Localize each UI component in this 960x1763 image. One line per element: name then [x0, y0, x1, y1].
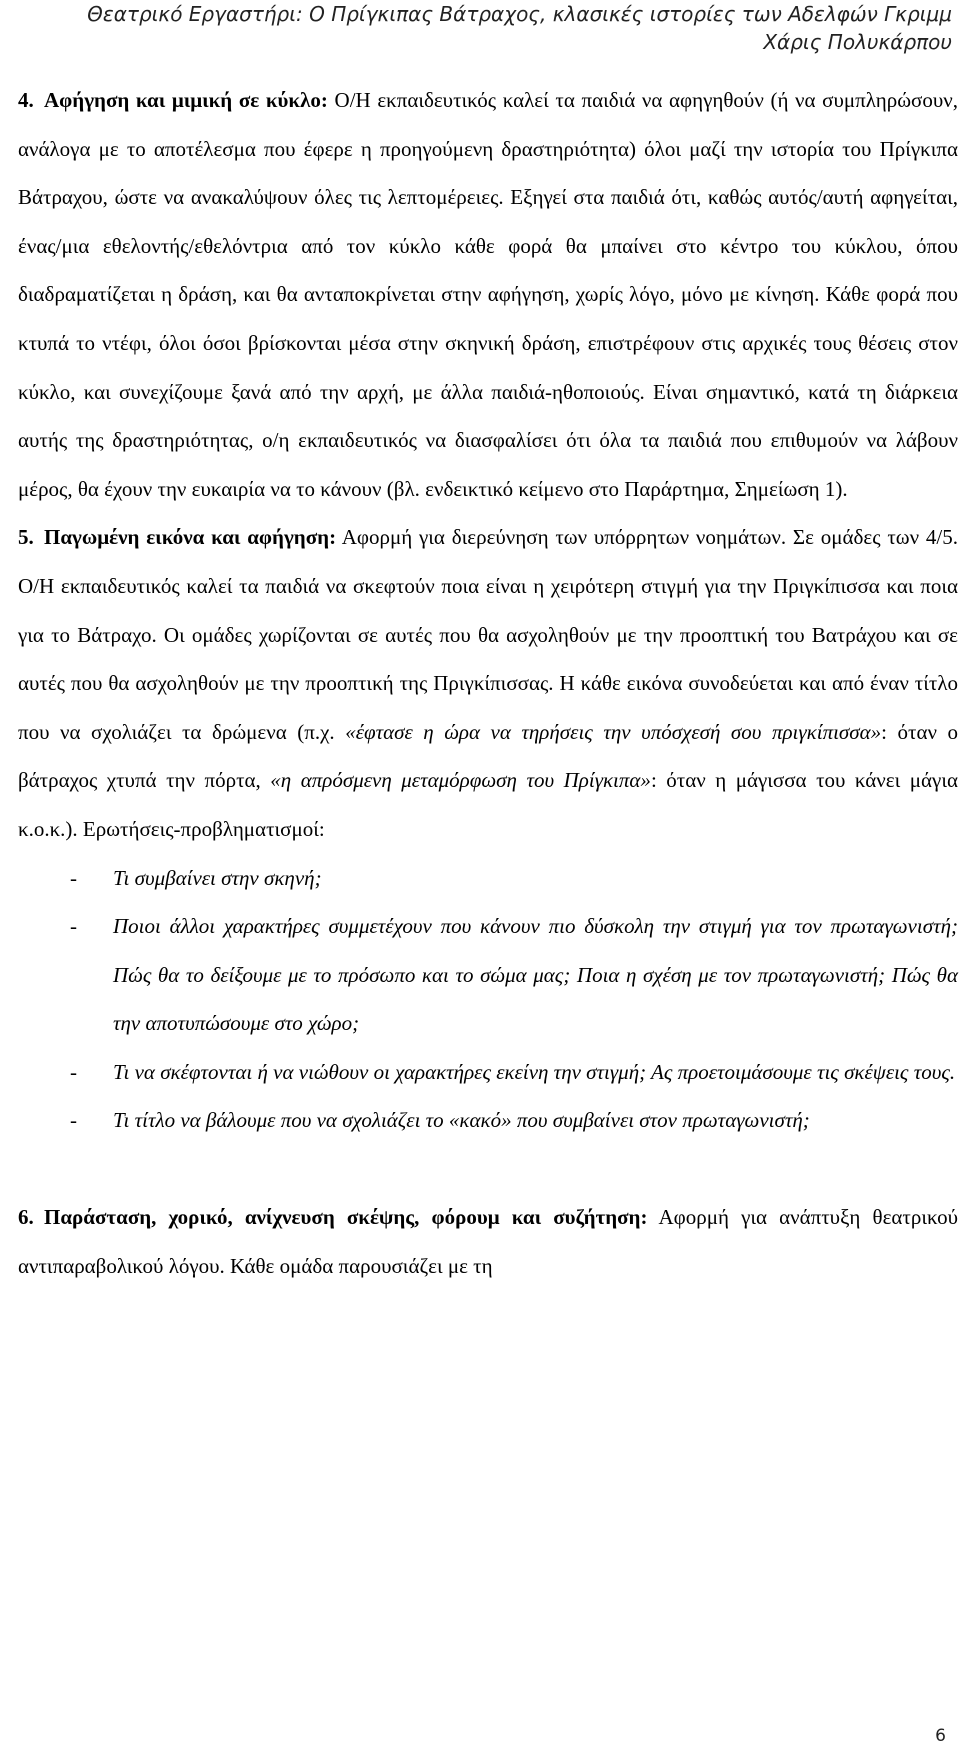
bullet-dash: -: [70, 1059, 77, 1084]
bullet-dash: -: [70, 914, 77, 939]
header-title: Θεατρικό Εργαστήρι: Ο Πρίγκιπας Βάτραχος, κλασικές ιστορίες των Αδελφών Γκριμμ: [87, 2, 952, 26]
questions-list: [18, 854, 958, 1146]
list-item: [18, 1096, 958, 1145]
bullet-dash: -: [70, 1108, 77, 1133]
section-5-quote-2: «η απρόσμενη μεταμόρφωση του Πρίγκιπα»: [270, 768, 651, 793]
section-5: [18, 513, 958, 853]
question-text: Τι συμβαίνει στην σκηνή;: [113, 865, 322, 890]
page-number: 6: [935, 1726, 946, 1746]
section-5-number: 5.: [18, 525, 34, 550]
running-header: [12, 0, 952, 56]
blank-line: [18, 1145, 958, 1193]
list-item: [18, 1048, 958, 1097]
section-5-title: Παγωμένη εικόνα και αφήγηση:: [44, 525, 337, 550]
section-6: [18, 1193, 958, 1290]
question-text: Τι να σκέφτονται ή να νιώθουν οι χαρακτήρες εκείνη την στιγμή; Ας προετοιμάσουμε τις σκέψεις τους.: [113, 1059, 956, 1084]
section-6-title: Παράσταση, χορικό, ανίχνευση σκέψης, φόρουμ και συζήτηση:: [44, 1205, 648, 1230]
bullet-dash: -: [70, 865, 77, 890]
section-4-title: Αφήγηση και μιμική σε κύκλο:: [44, 88, 328, 112]
section-4-number: 4.: [18, 88, 34, 112]
section-6-number: 6.: [18, 1205, 34, 1230]
section-4: [18, 76, 958, 513]
list-item: [18, 902, 958, 1048]
body-content: [18, 76, 958, 1290]
header-author: Χάρις Πολυκάρπου: [763, 30, 952, 54]
section-5-quote-1: «έφτασε η ώρα να τηρήσεις την υπόσχεσή σου πριγκίπισσα»: [345, 719, 882, 744]
section-5-text-b: : όταν ο βάτραχος χτυπά την πόρτα,: [18, 719, 958, 793]
question-text: Ποιοι άλλοι χαρακτήρες συμμετέχουν που κάνουν πιο δύσκολη την στιγμή για τον πρωταγωνιστή; Πώς θα το δείξουμε με το πρόσωπο και το σώμα μας; Ποια η σχέση με τον πρωταγωνιστή; Πώς θα την αποτυπώσουμε στο χώρο;: [113, 914, 958, 1036]
section-4-text: Ο/Η εκπαιδευτικός καλεί τα παιδιά να αφηγηθούν (ή να συμπληρώσουν, ανάλογα με το αποτέλεσμα που έφερε η προηγούμενη δραστηριότητα) όλοι μαζί την ιστορία του Πρίγκιπα Βάτραχου, ώστε να ανακαλύψουν όλες τις λεπτομέρειες. Εξηγεί στα παιδιά ότι, καθώς αυτός/αυτή αφηγείται, ένας/μια εθελοντής/εθελόντρια από τον κύκλο κάθε φορά θα μπαίνει στο κέντρο του κύκλου, όπου διαδραματίζεται η δράση, και θα ανταποκρίνεται στην αφήγηση, χωρίς λόγο, μόνο με κίνηση. Κάθε φορά που κτυπά το ντέφι, όλοι όσοι βρίσκονται μέσα στην σκηνική δράση, επιστρέφουν στις αρχικές τους θέσεις στον κύκλο, και συνεχίζουμε ξανά από την αρχή, με άλλα παιδιά-ηθοποιούς. Είναι σημαντικό, κατά τη διάρκεια αυτής της δραστηριότητας, ο/η εκπαιδευτικός να διασφαλίσει ότι όλα τα παιδιά που επιθυμούν να λάβουν μέρος, θα έχουν την ευκαιρία να το κάνουν (βλ. ενδεικτικό κείμενο στο Παράρτημα, Σημείωση 1).: [18, 88, 958, 501]
section-5-text-c: : όταν η μάγισσα του κάνει μάγια κ.ο.κ.). Ερωτήσεις-προβληματισμοί:: [18, 768, 958, 841]
question-text: Τι τίτλο να βάλουμε που να σχολιάζει το «κακό» που συμβαίνει στον πρωταγωνιστή;: [113, 1108, 810, 1133]
list-item: [18, 854, 958, 903]
section-6-text: Αφορμή για ανάπτυξη θεατρικού αντιπαραβολικού λόγου. Κάθε ομάδα παρουσιάζει με τη: [18, 1205, 959, 1278]
section-5-text-a: Αφορμή για διερεύνηση των υπόρρητων νοημάτων. Σε ομάδες των 4/5. Ο/Η εκπαιδευτικός καλεί τα παιδιά να σκεφτούν ποια είναι η χειρότερη στιγμή για την Πριγκίπισσα και ποια για το Βάτραχο. Οι ομάδες χωρίζονται σε αυτές που θα ασχοληθούν με την προοπτική του Βατράχου και σε αυτές που θα ασχοληθούν με την προοπτική της Πριγκίπισσας. Η κάθε εικόνα συνοδεύεται και από έναν τίτλο που να σχολιάζει τα δρώμενα (π.χ.: [18, 525, 958, 744]
